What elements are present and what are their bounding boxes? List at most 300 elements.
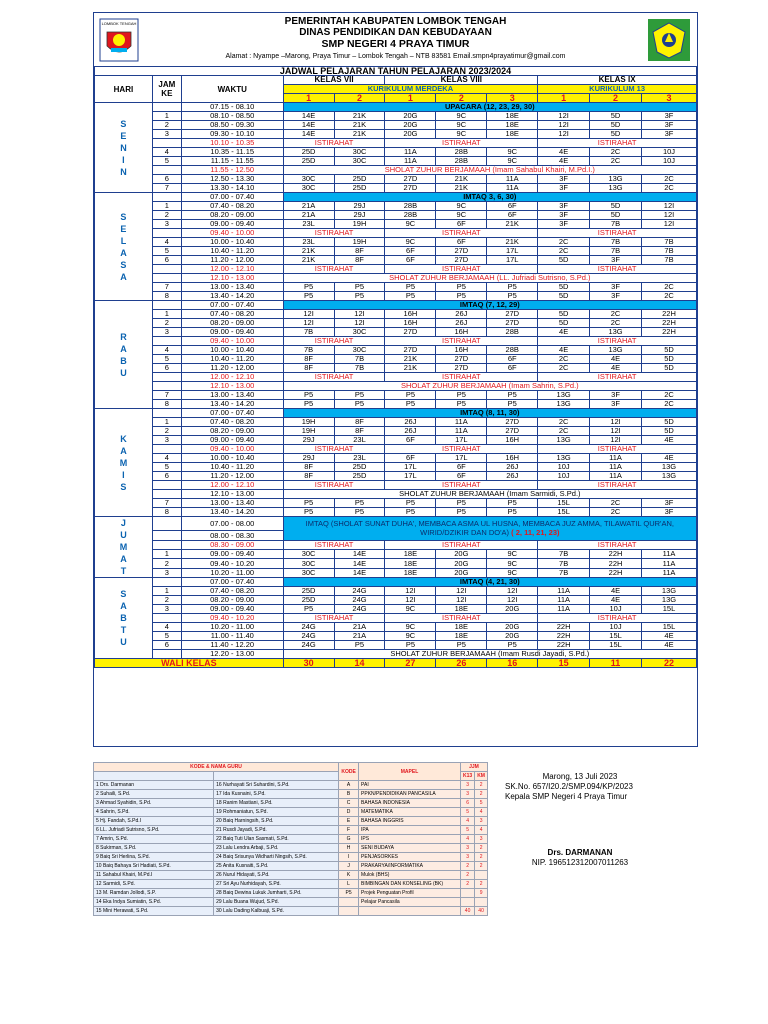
prayer-cell: SHOLAT ZUHUR BERJAMAAH (Imam Rusdi Jayadi, S.Pd.) [283, 650, 696, 659]
prayer-cell: SHOLAT ZUHUR BERJAMAAH (Imam Sarmidi, S.Pd.) [283, 490, 696, 499]
class-cell: 23L [334, 436, 385, 445]
subject-code: I [339, 853, 359, 862]
time-cell: 12.10 - 13.00 [181, 382, 283, 391]
schedule-row [95, 472, 697, 481]
subject-name: Projek Penguatan Profil [359, 889, 461, 898]
class-cell: P5 [436, 391, 487, 400]
jam-ke-cell: 2 [152, 319, 181, 328]
prayer-cell: SHOLAT ZUHUR BERJAMAAH (LL. Jufriadi Sutrisno, S.Pd.) [283, 274, 696, 283]
class-cell: 3F [538, 175, 590, 184]
class-cell: 29J [334, 211, 385, 220]
class-cell: 4E [590, 364, 642, 373]
class-cell: 21K [436, 184, 487, 193]
break-cell: ISTIRAHAT [283, 540, 385, 549]
class-cell: 4E [642, 454, 697, 463]
day-letter: E [120, 130, 127, 141]
time-cell: 12.00 - 12.10 [181, 373, 283, 382]
teacher-entry: 3 Ahmad Syahidin, S.Pd. [94, 799, 214, 808]
jam-ke-cell [152, 481, 181, 490]
class-cell: 25D [283, 157, 334, 166]
teacher-entry: 30 Lalu Dading Kalbuaji, S.Pd. [214, 907, 339, 916]
schedule-row [95, 229, 697, 238]
day-letter: A [120, 601, 127, 611]
class-cell: 11A [538, 596, 590, 605]
class-cell: 21K [487, 238, 538, 247]
jjm-km: 2 [475, 853, 488, 862]
class-cell: 5D [538, 319, 590, 328]
time-cell: 13.00 - 13.40 [181, 391, 283, 400]
class-cell: 5D [590, 130, 642, 139]
header-jam-ke: JAM KE [152, 76, 181, 103]
class-cell: 6F [385, 436, 436, 445]
jam-ke-cell: 4 [152, 454, 181, 463]
break-cell: ISTIRAHAT [385, 373, 538, 382]
class-cell: 2C [590, 148, 642, 157]
class-number: 1 [538, 94, 590, 103]
header-kelas-vii: KELAS VII [283, 76, 385, 85]
legend-row [94, 889, 488, 898]
jam-ke-cell: 6 [152, 641, 181, 650]
legend-km-header: KM [475, 772, 488, 781]
class-cell: 10J [590, 623, 642, 632]
class-cell: 14E [334, 559, 385, 568]
time-cell: 10.20 - 11.00 [181, 623, 283, 632]
class-cell: 29J [283, 454, 334, 463]
class-cell: 2C [642, 391, 697, 400]
jam-ke-cell [152, 337, 181, 346]
class-cell: 2C [590, 508, 642, 517]
teacher-entry: 5 Hj. Fandah, S.Pd.I [94, 817, 214, 826]
class-cell: 28B [385, 202, 436, 211]
class-cell: 8F [334, 247, 385, 256]
schedule-row [95, 596, 697, 605]
day-letter: L [120, 235, 127, 246]
class-cell: 8F [283, 364, 334, 373]
subject-name: PPKN/PENDIDIKAN PANCASILA [359, 790, 461, 799]
subject-code: K [339, 871, 359, 880]
class-cell: P5 [487, 400, 538, 409]
prayer-cell: SHOLAT ZUHUR BERJAMAAH (Imam Sahrin, S.Pd.) [283, 382, 696, 391]
subject-code: P5 [339, 889, 359, 898]
schedule-row [95, 481, 697, 490]
jjm-k13: 3 [460, 781, 474, 790]
teacher-entry: 11 Sahabul Khairi, M.Pd.I [94, 871, 214, 880]
class-cell: 12I [436, 596, 487, 605]
subject-code: F [339, 826, 359, 835]
class-cell: 10J [538, 463, 590, 472]
teacher-entry: 7 Amrin, S.Pd. [94, 835, 214, 844]
break-cell: ISTIRAHAT [283, 614, 385, 623]
jam-ke-cell: 6 [152, 364, 181, 373]
class-cell: 3F [590, 400, 642, 409]
day-letter: U [120, 637, 127, 647]
time-cell: 13.30 - 14.10 [181, 184, 283, 193]
schedule-row [95, 632, 697, 641]
time-cell: 12.10 - 13.00 [181, 274, 283, 283]
legend-jjm-header: JJM [460, 763, 487, 772]
time-cell: 10.00 - 10.40 [181, 238, 283, 247]
class-cell: 8F [334, 427, 385, 436]
class-cell: 13G [538, 454, 590, 463]
jam-ke-cell [152, 650, 181, 659]
day-cell [95, 103, 153, 193]
teacher-entry: 1 Drs. Darmanan [94, 781, 214, 790]
class-cell: 18E [436, 623, 487, 632]
class-cell: 18E [385, 559, 436, 568]
time-cell: 11.40 - 12.20 [181, 641, 283, 650]
break-cell: ISTIRAHAT [538, 540, 697, 549]
legend-row [94, 781, 488, 790]
day-letter: S [120, 481, 127, 492]
friday-imtaq-text: IMTAQ (SHOLAT SUNAT DUHA', MEMBACA ASMA UL HUSNA, MEMBACA JUZ AMMA, TILAWATIL QUR'AN, WIRID/DZIKIR DAN DO'A) [305, 519, 674, 538]
class-cell: P5 [385, 391, 436, 400]
time-cell: 10.00 - 10.40 [181, 346, 283, 355]
class-cell: 30C [283, 559, 334, 568]
class-cell: 8F [334, 256, 385, 265]
jam-ke-cell: 3 [152, 568, 181, 577]
class-cell: 7B [538, 568, 590, 577]
class-cell: 30C [283, 550, 334, 559]
subject-code: L [339, 880, 359, 889]
schedule-row [95, 130, 697, 139]
wali-kelas-value: 30 [283, 659, 334, 668]
header-kurikulum-merdeka: KURIKULUM MERDEKA [283, 85, 538, 94]
schedule-row [95, 445, 697, 454]
jjm-k13: 6 [460, 799, 474, 808]
jam-ke-cell: 5 [152, 355, 181, 364]
class-cell: 3F [538, 220, 590, 229]
class-cell: 3F [538, 211, 590, 220]
legend-code-header: KODE [339, 763, 359, 781]
time-cell: 08.00 - 08.30 [181, 531, 283, 540]
break-cell: ISTIRAHAT [283, 139, 385, 148]
class-cell: 28B [487, 328, 538, 337]
jam-ke-cell [152, 103, 181, 112]
jjm-k13: 5 [460, 826, 474, 835]
class-cell: 11A [590, 463, 642, 472]
header-address: Alamat : Nyampe –Marong, Praya Timur – Lombok Tengah – NTB 83581 Email.smpn4prayatimur@gmail.com [225, 53, 566, 60]
class-cell: 13G [642, 596, 697, 605]
jam-ke-cell: 2 [152, 559, 181, 568]
signature-block [505, 772, 655, 868]
jam-ke-cell: 2 [152, 121, 181, 130]
subject-code: J [339, 862, 359, 871]
legend-row [94, 826, 488, 835]
time-cell: 10.20 - 11.00 [181, 568, 283, 577]
day-letter: B [120, 355, 127, 366]
day-letter: K [120, 433, 127, 444]
time-cell: 08.10 - 08.50 [181, 112, 283, 121]
class-cell: 8F [283, 463, 334, 472]
class-cell: 26J [385, 427, 436, 436]
class-cell: 30C [334, 328, 385, 337]
class-cell: 27D [487, 418, 538, 427]
schedule-row [95, 605, 697, 614]
jam-ke-cell: 5 [152, 157, 181, 166]
class-cell: 2C [642, 400, 697, 409]
schedule-row [95, 418, 697, 427]
jjm-k13 [460, 889, 474, 898]
class-cell: P5 [283, 283, 334, 292]
class-cell: P5 [334, 499, 385, 508]
jam-ke-cell: 3 [152, 130, 181, 139]
wali-kelas-value: 22 [642, 659, 697, 668]
class-cell: P5 [436, 499, 487, 508]
break-cell: ISTIRAHAT [385, 265, 538, 274]
class-cell: 12I [283, 319, 334, 328]
class-cell: 11A [385, 157, 436, 166]
class-cell: 22H [590, 550, 642, 559]
class-cell: 28B [436, 157, 487, 166]
jjm-km [475, 898, 488, 907]
class-cell: 14E [283, 130, 334, 139]
class-cell: 25D [283, 148, 334, 157]
class-cell: P5 [283, 508, 334, 517]
subject-name: PAI [359, 781, 461, 790]
header-line-1: PEMERINTAH KABUPATEN LOMBOK TENGAH [284, 16, 507, 27]
subject-name: BAHASA INGGRIS [359, 817, 461, 826]
class-cell: 30C [283, 175, 334, 184]
column-header-row [95, 76, 697, 85]
schedule-row [95, 112, 697, 121]
signature-name: Drs. DARMANAN [547, 848, 613, 857]
friday-imtaq-teachers: ( 2, 11, 21, 23) [511, 528, 560, 538]
time-cell: 13.40 - 14.20 [181, 292, 283, 301]
class-cell: 11A [436, 418, 487, 427]
jam-ke-cell: 4 [152, 623, 181, 632]
time-cell: 11.20 - 12.00 [181, 364, 283, 373]
legend-row [94, 799, 488, 808]
class-cell: 6F [436, 472, 487, 481]
teacher-entry: 12 Sarmidi, S.Pd. [94, 880, 214, 889]
legend-row [94, 862, 488, 871]
class-cell: 7B [642, 256, 697, 265]
jjm-km: 9 [475, 889, 488, 898]
time-cell: 07.40 - 08.20 [181, 587, 283, 596]
legend-k13-header: K13 [460, 772, 474, 781]
class-cell: 3F [538, 184, 590, 193]
header-waktu: WAKTU [181, 76, 283, 103]
time-cell: 11.00 - 11.40 [181, 632, 283, 641]
schedule-row [95, 265, 697, 274]
class-cell: 12I [385, 596, 436, 605]
class-cell: 4E [642, 641, 697, 650]
class-cell: 27D [385, 175, 436, 184]
class-cell: 21K [385, 355, 436, 364]
class-cell: 21K [334, 121, 385, 130]
class-cell: 21A [334, 623, 385, 632]
schedule-row [95, 650, 697, 659]
wali-kelas-label: WALI KELAS [95, 659, 284, 668]
class-cell: 7B [283, 346, 334, 355]
class-cell: 2C [590, 319, 642, 328]
time-cell: 07.15 - 08.10 [181, 103, 283, 112]
class-cell: 11A [642, 550, 697, 559]
class-cell: 26J [487, 472, 538, 481]
time-cell: 11.55 - 12.50 [181, 166, 283, 175]
class-cell: 16H [385, 319, 436, 328]
class-cell: P5 [436, 292, 487, 301]
class-cell: 5D [590, 121, 642, 130]
class-cell: P5 [385, 641, 436, 650]
schedule-row [95, 355, 697, 364]
schedule-row [95, 550, 697, 559]
jam-ke-cell: 3 [152, 605, 181, 614]
time-cell: 11.20 - 12.00 [181, 472, 283, 481]
jam-ke-cell: 6 [152, 256, 181, 265]
class-cell: 21K [283, 247, 334, 256]
header-kelas-ix: KELAS IX [538, 76, 697, 85]
teacher-entry: 10 Baiq Bahaya Sri Hadiati, S.Pd. [94, 862, 214, 871]
break-cell: ISTIRAHAT [385, 337, 538, 346]
day-letter: A [120, 445, 127, 456]
class-cell: 30C [283, 568, 334, 577]
class-cell: 11A [385, 148, 436, 157]
class-cell: 19H [283, 427, 334, 436]
class-cell: 20G [436, 550, 487, 559]
class-cell: 14E [334, 550, 385, 559]
class-cell: 29J [334, 202, 385, 211]
break-cell: ISTIRAHAT [538, 481, 697, 490]
class-cell: 5D [642, 427, 697, 436]
class-cell: 6F [385, 247, 436, 256]
legend-blank [214, 772, 339, 781]
class-cell: 21A [334, 632, 385, 641]
break-cell: ISTIRAHAT [283, 265, 385, 274]
class-cell: 9C [385, 220, 436, 229]
class-cell: 13G [590, 346, 642, 355]
jam-ke-cell: 6 [152, 175, 181, 184]
wali-kelas-row [95, 659, 697, 668]
class-cell: 25D [334, 472, 385, 481]
teacher-entry: 23 Lalu Lendra Arbaji, S.Pd. [214, 844, 339, 853]
class-cell: 12I [590, 427, 642, 436]
jjm-km [475, 871, 488, 880]
class-cell: P5 [487, 292, 538, 301]
class-cell: 2C [538, 364, 590, 373]
time-cell: 08.30 - 09.00 [181, 540, 283, 549]
time-cell: 09.40 - 10.20 [181, 559, 283, 568]
legend-row [94, 871, 488, 880]
special-activity: UPACARA (12, 23, 29, 30) [283, 103, 696, 112]
jam-ke-cell: 8 [152, 400, 181, 409]
day-letter: T [120, 566, 127, 576]
class-cell: 4E [538, 148, 590, 157]
class-cell: P5 [334, 292, 385, 301]
logo-left-caption: LOMBOK TENGAH [101, 21, 137, 26]
class-cell: 23L [334, 454, 385, 463]
jjm-k13: 40 [460, 907, 474, 916]
class-cell: 7B [334, 364, 385, 373]
break-cell: ISTIRAHAT [538, 337, 697, 346]
class-cell: P5 [334, 641, 385, 650]
class-cell: 25D [334, 463, 385, 472]
schedule-row [95, 463, 697, 472]
schedule-row [95, 427, 697, 436]
jjm-km: 2 [475, 781, 488, 790]
jjm-k13: 3 [460, 853, 474, 862]
class-cell: 15L [538, 499, 590, 508]
class-cell: 17L [487, 256, 538, 265]
schedule-row [95, 301, 697, 310]
class-cell: 27D [436, 247, 487, 256]
teacher-entry: 6 LL. Jufriadi Sutrisno, S.Pd. [94, 826, 214, 835]
break-cell: ISTIRAHAT [283, 481, 385, 490]
class-cell: 17L [436, 454, 487, 463]
schedule-row [95, 310, 697, 319]
class-cell: 6F [385, 256, 436, 265]
header-line-2: DINAS PENDIDIKAN DAN KEBUDAYAAN [299, 27, 492, 38]
schedule-row [95, 346, 697, 355]
prayer-cell: SHOLAT ZUHUR BERJAMAAH (Imam Sahabul Khairi, M.Pd.I.) [283, 166, 696, 175]
subject-code [339, 898, 359, 907]
class-cell: 12I [487, 587, 538, 596]
class-cell: 21K [334, 112, 385, 121]
class-cell: 27D [385, 184, 436, 193]
jam-ke-cell: 2 [152, 211, 181, 220]
class-cell: 11A [436, 427, 487, 436]
class-cell: 4E [590, 587, 642, 596]
class-cell: 2C [538, 355, 590, 364]
class-cell: 11A [487, 175, 538, 184]
schedule-row [95, 184, 697, 193]
title-row [95, 67, 697, 76]
time-cell: 07.40 - 08.20 [181, 418, 283, 427]
class-cell: 20G [487, 623, 538, 632]
jam-ke-cell: 5 [152, 247, 181, 256]
jjm-km: 2 [475, 844, 488, 853]
class-cell: 7B [283, 328, 334, 337]
jam-ke-cell: 1 [152, 202, 181, 211]
legend-blank [94, 772, 214, 781]
class-cell: P5 [283, 391, 334, 400]
class-cell: 6F [487, 364, 538, 373]
time-cell: 12.10 - 13.00 [181, 490, 283, 499]
jam-ke-cell [152, 614, 181, 623]
class-cell: P5 [283, 499, 334, 508]
schedule-row [95, 490, 697, 499]
teacher-entry: 29 Lalu Buana Wujud, S.Pd. [214, 898, 339, 907]
legend-row [94, 844, 488, 853]
day-letter: S [120, 211, 127, 222]
time-cell: 07.40 - 08.20 [181, 202, 283, 211]
class-number: 2 [436, 94, 487, 103]
day-cell [95, 409, 153, 517]
class-cell: 2C [538, 247, 590, 256]
class-cell: P5 [334, 283, 385, 292]
schedule-row [95, 373, 697, 382]
class-cell: 4E [538, 346, 590, 355]
class-cell: P5 [334, 508, 385, 517]
schedule-row [95, 175, 697, 184]
class-cell: 5D [538, 283, 590, 292]
class-cell: P5 [283, 292, 334, 301]
day-letter: M [119, 457, 128, 468]
class-cell: 2C [590, 310, 642, 319]
jam-ke-cell: 3 [152, 220, 181, 229]
class-cell: 7B [538, 559, 590, 568]
class-cell: 18E [436, 605, 487, 614]
letterhead [94, 13, 697, 67]
legend-panel [93, 762, 488, 938]
class-cell: 11A [590, 472, 642, 481]
jam-ke-cell [152, 490, 181, 499]
class-cell: 3F [642, 121, 697, 130]
legend-row [94, 790, 488, 799]
class-cell: 7B [334, 355, 385, 364]
time-cell: 13.40 - 14.20 [181, 508, 283, 517]
teacher-entry: 17 Ida Kusnaini, S.Pd. [214, 790, 339, 799]
